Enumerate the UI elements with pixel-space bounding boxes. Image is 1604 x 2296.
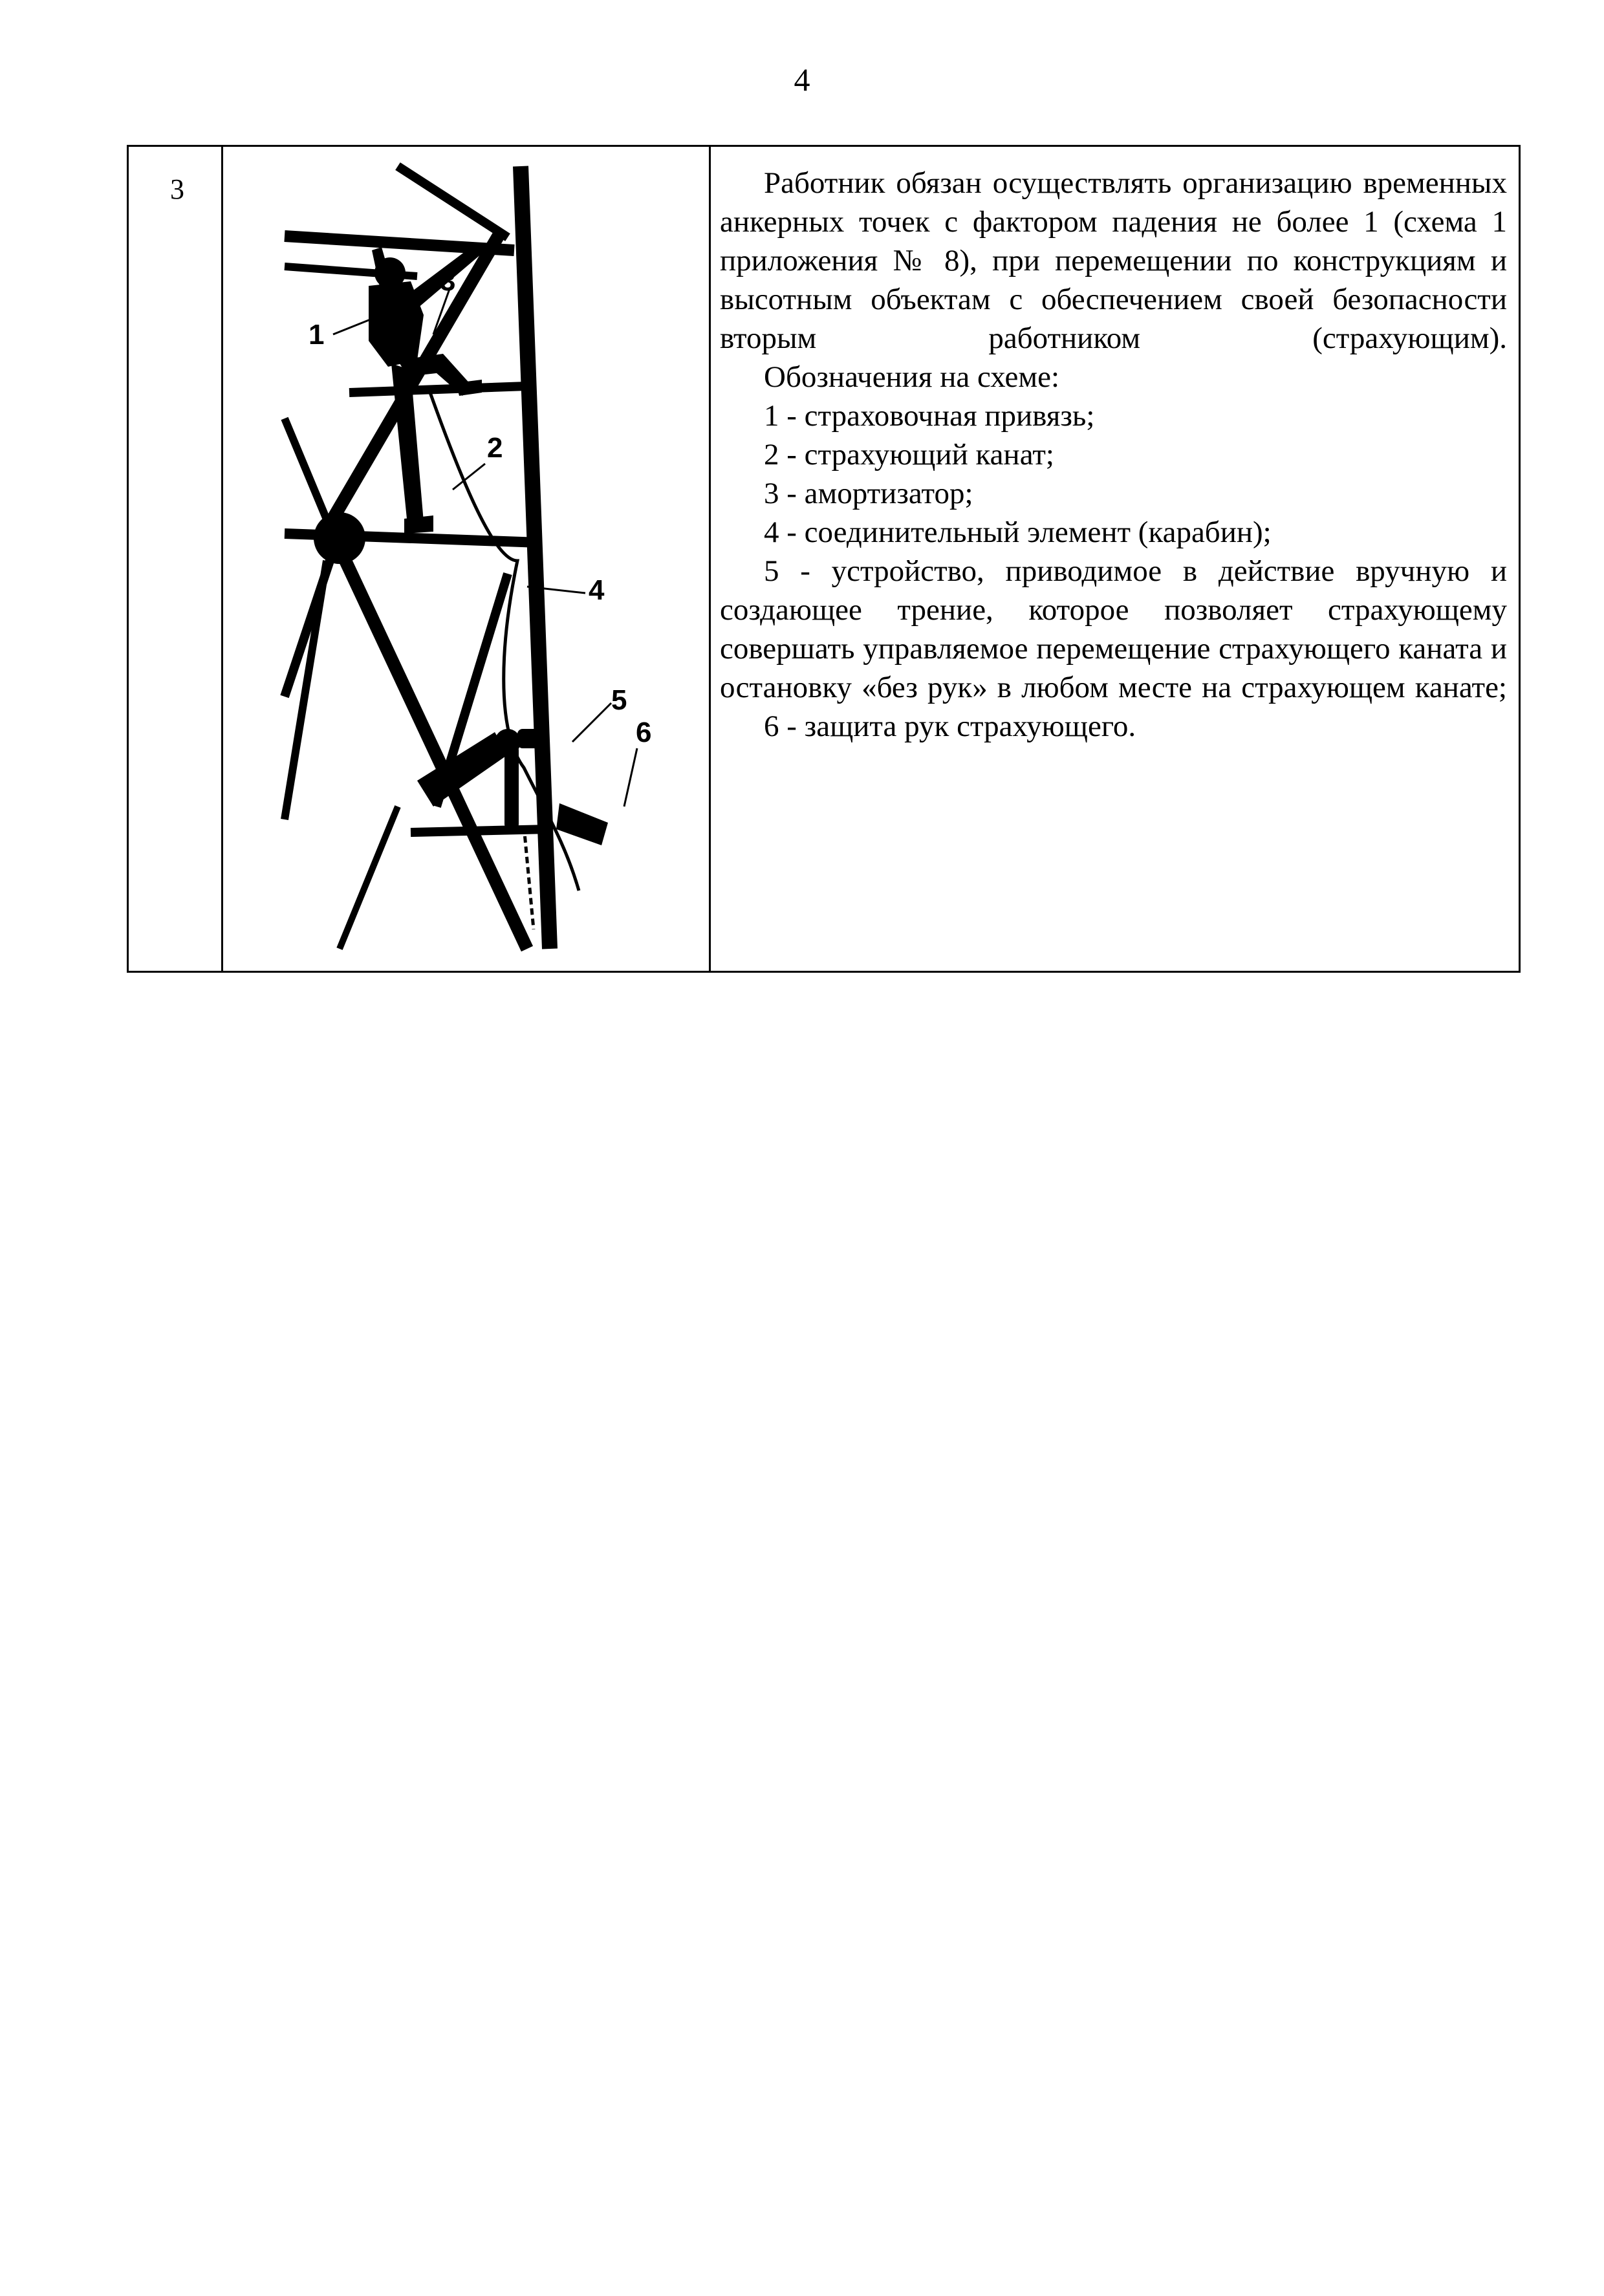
tower-crossbar-upper — [349, 386, 527, 393]
legend-item: 6 - защита рук страхующего. — [764, 709, 1136, 743]
legend-item: 5 - устройство, приводимое в действие вручную и создающее трение, которое позволяет страхующему совершать управляемое перемещение страхующего каната и остановку «без рук» в любом месте на страхующем канате; — [720, 554, 1507, 704]
tower-climbing-illustration — [223, 147, 709, 971]
rope-tail — [524, 826, 534, 929]
figure-label-5: 5 — [611, 684, 627, 716]
legend-item: 2 - страхующий канат; — [764, 438, 1054, 471]
legend-item: 3 - амортизатор; — [764, 477, 973, 510]
requirement-paragraph: Работник обязан осуществлять организацию временных анкерных точек с фактором падения не более 1 (схема 1 приложения № 8), при перемещении по конструкциям и высотным объектам с обеспечением своей безопасности вторым работником (страхующим). — [720, 166, 1507, 355]
belay-device — [504, 745, 519, 829]
tower-brace-bottom — [340, 807, 398, 949]
figure-label-4: 4 — [589, 574, 605, 606]
figure-label-3: 3 — [440, 265, 456, 297]
legend-item: 1 - страховочная привязь; — [764, 399, 1095, 433]
legend-item: 4 - соединительный элемент (карабин); — [764, 515, 1272, 549]
figure-label-6: 6 — [636, 717, 652, 748]
page-number: 4 — [794, 61, 810, 98]
belay-scheme-figure — [223, 147, 711, 971]
figure-label-1: 1 — [309, 319, 325, 351]
tower-brace-top — [398, 166, 508, 237]
tower-joint-plate — [314, 512, 365, 564]
legend-title: Обозначения на схеме: — [764, 360, 1060, 394]
instruction-table — [127, 145, 1521, 973]
tower-crossbar-bottom — [411, 829, 550, 832]
description-cell — [711, 147, 1519, 971]
figure-label-2: 2 — [487, 432, 503, 464]
tower-crossbar-top — [285, 236, 514, 250]
row-number: 3 — [129, 147, 223, 971]
